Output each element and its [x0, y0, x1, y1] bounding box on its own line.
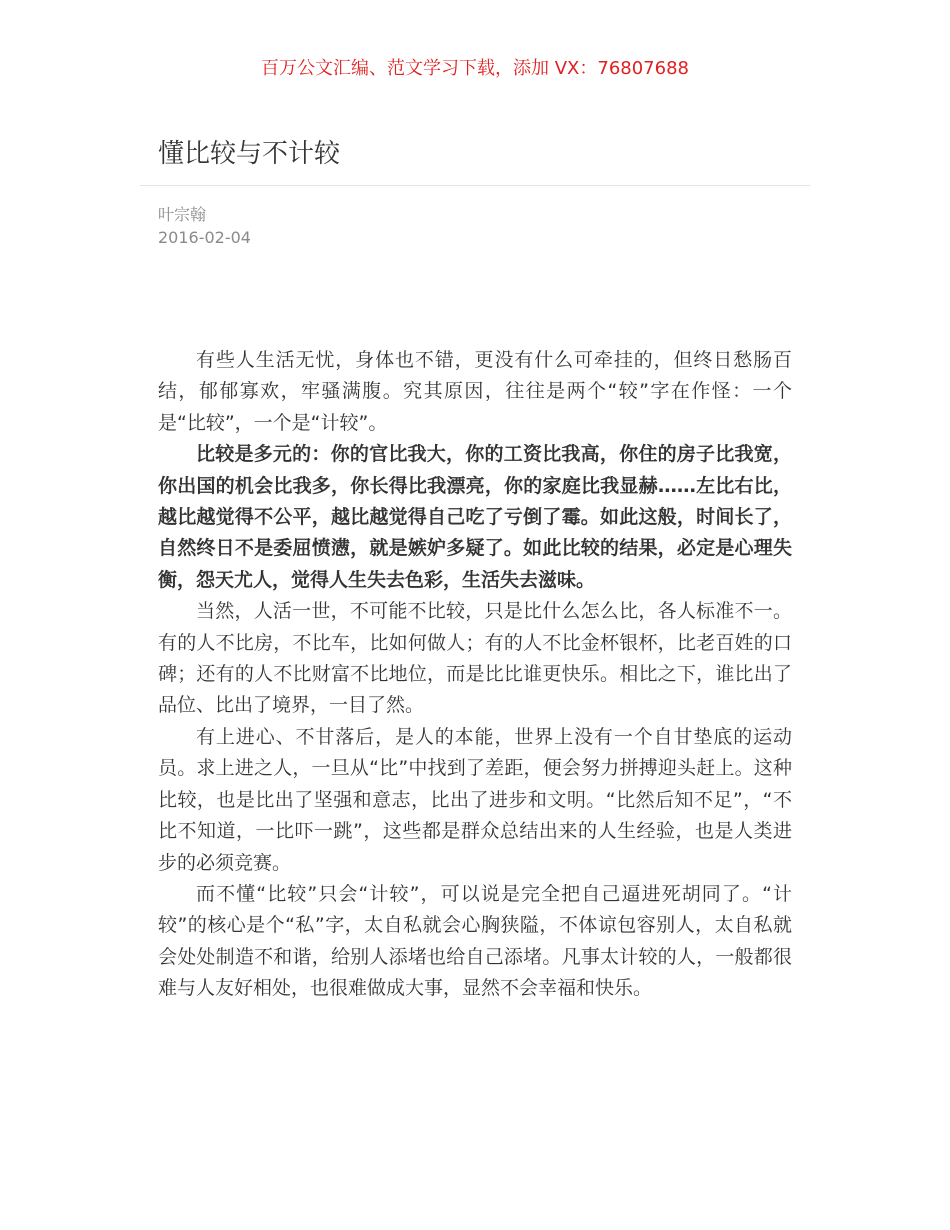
publish-date: 2016-02-04 — [158, 228, 251, 247]
paragraph-3: 当然，人活一世，不可能不比较，只是比什么怎么比，各人标准不一。有的人不比房，不比车，比如何做人；有的人不比金杯银杯，比老百姓的口碑；还有的人不比财富不比地位，而是比比谁更快乐。相比之下，谁比出了品位、比出了境界，一目了然。 — [158, 600, 792, 717]
paragraph-5: 而不懂“比较”只会“计较”，可以说是完全把自己逼进死胡同了。“计较”的核心是个“私”字，太自私就会心胸狭隘，不体谅包容别人，太自私就会处处制造不和谐，给别人添堵也给自己添堵。凡事太计较的人，一般都很难与人友好相处，也很难做成大事，显然不会幸福和快乐。 — [158, 882, 792, 1000]
title-divider — [140, 185, 810, 186]
article-title: 懂比较与不计较 — [158, 139, 341, 169]
promo-banner: 百万公文汇编、范文学习下载，添加 VX：76807688 — [261, 58, 689, 79]
author-name: 叶宗翰 — [158, 205, 207, 224]
article-body — [158, 345, 792, 1005]
paragraph-4: 有上进心、不甘落后，是人的本能，世界上没有一个自甘垫底的运动员。求上进之人，一旦从“比”中找到了差距，便会努力拼搏迎头赶上。这种比较，也是比出了坚强和意志，比出了进步和文明。“比然后知不足”，“不比不知道，一比吓一跳”，这些都是群众总结出来的人生经验，也是人类进步的必须竞赛。 — [158, 725, 792, 874]
paragraph-1: 有些人生活无忧，身体也不错，更没有什么可牵挂的，但终日愁肠百结，郁郁寡欢，牢骚满腹。究其原因，往往是两个“较”字在作怪：一个是“比较”，一个是“计较”。 — [158, 349, 792, 434]
article-meta — [158, 203, 251, 249]
paragraph-2: 比较是多元的：你的官比我大，你的工资比我高，你住的房子比我宽，你出国的机会比我多，你长得比我漂亮，你的家庭比我显赫……左比右比，越比越觉得不公平，越比越觉得自己吃了亏倒了霉。如此这般，时间长了，自然终日不是委屈愤懑，就是嫉妒多疑了。如此比较的结果，必定是心理失衡，怨天尤人，觉得人生失去色彩，生活失去滋味。 — [158, 443, 792, 591]
